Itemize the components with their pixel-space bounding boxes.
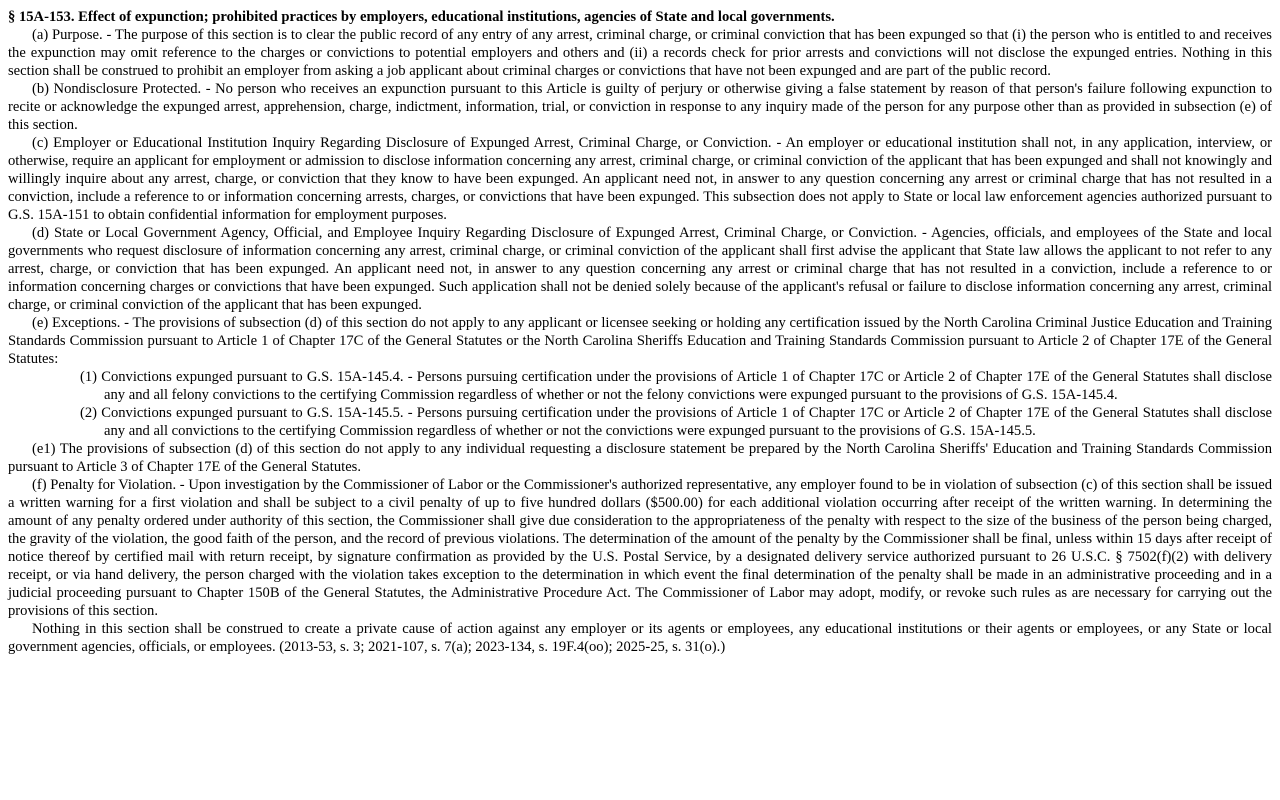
subsection-b-nondisclosure: (b) Nondisclosure Protected. - No person who receives an expunction pursuant to this Article is guilty of perjury or otherwise giving a false statement by reason of that person's failure following expunction to recite or acknowledge the expunged arrest, apprehension, charge, indictment, information, trial, or conviction in response to any inquiry made of the person for any purpose other than as provided in subsection (e) of this section.	[8, 81, 1272, 133]
subsection-e-exceptions: (e) Exceptions. - The provisions of subsection (d) of this section do not apply to any applicant or licensee seeking or holding any certification issued by the North Carolina Criminal Justice Education and Training Standards Commission pursuant to Article 1 of Chapter 17C of the General Statutes or the North Carolina Sheriffs Education and Training Standards Commission pursuant to Article 2 of Chapter 17E of the General Statutes:	[8, 315, 1272, 367]
subsection-e-item-2: (2) Convictions expunged pursuant to G.S. 15A-145.5. - Persons pursuing certification under the provisions of Article 1 of Chapter 17C or Article 2 of Chapter 17E of the General Statutes shall disclose any and all convictions to the certifying Commission regardless of whether or not the convictions were expunged pursuant to the provisions of G.S. 15A-145.5.	[80, 405, 1272, 439]
subsection-e1: (e1) The provisions of subsection (d) of this section do not apply to any individual requesting a disclosure statement be prepared by the North Carolina Sheriffs' Education and Training Standards Commission pursuant to Article 3 of Chapter 17E of the General Statutes.	[8, 441, 1272, 475]
subsection-f-penalty: (f) Penalty for Violation. - Upon investigation by the Commissioner of Labor or the Commissioner's authorized representative, any employer found to be in violation of subsection (c) of this section shall be issued a written warning for a first violation and shall be subject to a civil penalty of up to five hundred dollars ($500.00) for each additional violation occurring after receipt of the written warning. In determining the amount of any penalty ordered under authority of this section, the Commissioner shall give due consideration to the appropriateness of the penalty with respect to the size of the business of the person being charged, the gravity of the violation, the good faith of the person, and the record of previous violations. The determination of the amount of the penalty by the Commissioner shall be final, unless within 15 days after receipt of notice thereof by certified mail with return receipt, by signature confirmation as provided by the U.S. Postal Service, by a designated delivery service authorized pursuant to 26 U.S.C. § 7502(f)(2) with delivery receipt, or via hand delivery, the person charged with the violation takes exception to the determination in which event the final determination of the penalty shall be made in an administrative proceeding and in a judicial proceeding pursuant to Chapter 150B of the General Statutes, the Administrative Procedure Act. The Commissioner of Labor may adopt, modify, or revoke such rules as are necessary for carrying out the provisions of this section.	[8, 477, 1272, 619]
section-heading: § 15A-153. Effect of expunction; prohibited practices by employers, educational institutions, agencies of State and local governments.	[8, 9, 835, 25]
subsection-c-employer-inquiry: (c) Employer or Educational Institution Inquiry Regarding Disclosure of Expunged Arrest, Criminal Charge, or Conviction. - An employer or educational institution shall not, in any application, interview, or otherwise, require an applicant for employment or admission to disclose information concerning any arrest, criminal charge, or criminal conviction of the applicant that has been expunged and shall not knowingly and willingly inquire about any arrest, charge, or conviction that they know to have been expunged. An applicant need not, in answer to any question concerning any arrest or criminal charge that has not resulted in a conviction, include a reference to or information concerning arrests, charges, or convictions that have been expunged. This subsection does not apply to State or local law enforcement agencies authorized pursuant to G.S. 15A-151 to obtain confidential information for employment purposes.	[8, 135, 1272, 223]
statute-document	[8, 8, 1272, 656]
subsection-d-government-inquiry: (d) State or Local Government Agency, Official, and Employee Inquiry Regarding Disclosure of Expunged Arrest, Criminal Charge, or Conviction. - Agencies, officials, and employees of the State and local governments who request disclosure of information concerning any arrest, criminal charge, or criminal conviction of the applicant shall first advise the applicant that State law allows the applicant to not refer to any arrest, charge, or conviction that has been expunged. An applicant need not, in answer to any question concerning any arrest or criminal charge that has not resulted in a conviction, include a reference to or information concerning charges or convictions that have been expunged. Such application shall not be denied solely because of the applicant's refusal or failure to disclose information concerning any arrest, criminal charge, or criminal conviction of the applicant that has been expunged.	[8, 225, 1272, 313]
subsection-a-purpose: (a) Purpose. - The purpose of this section is to clear the public record of any entry of any arrest, criminal charge, or criminal conviction that has been expunged so that (i) the person who is entitled to and receives the expunction may omit reference to the charges or convictions to potential employers and others and (ii) a records check for prior arrests and convictions will not disclose the expunged entries. Nothing in this section shall be construed to prohibit an employer from asking a job applicant about criminal charges or convictions that have not been expunged and are part of the public record.	[8, 27, 1272, 79]
closing-paragraph-history: Nothing in this section shall be construed to create a private cause of action against any employer or its agents or employees, any educational institutions or their agents or employees, or any State or local government agencies, officials, or employees. (2013-53, s. 3; 2021-107, s. 7(a); 2023-134, s. 19F.4(oo); 2025-25, s. 31(o).)	[8, 621, 1272, 655]
subsection-e-item-1: (1) Convictions expunged pursuant to G.S. 15A-145.4. - Persons pursuing certification under the provisions of Article 1 of Chapter 17C or Article 2 of Chapter 17E of the General Statutes shall disclose any and all felony convictions to the certifying Commission regardless of whether or not the felony convictions were expunged pursuant to the provisions of G.S. 15A-145.4.	[80, 369, 1272, 403]
